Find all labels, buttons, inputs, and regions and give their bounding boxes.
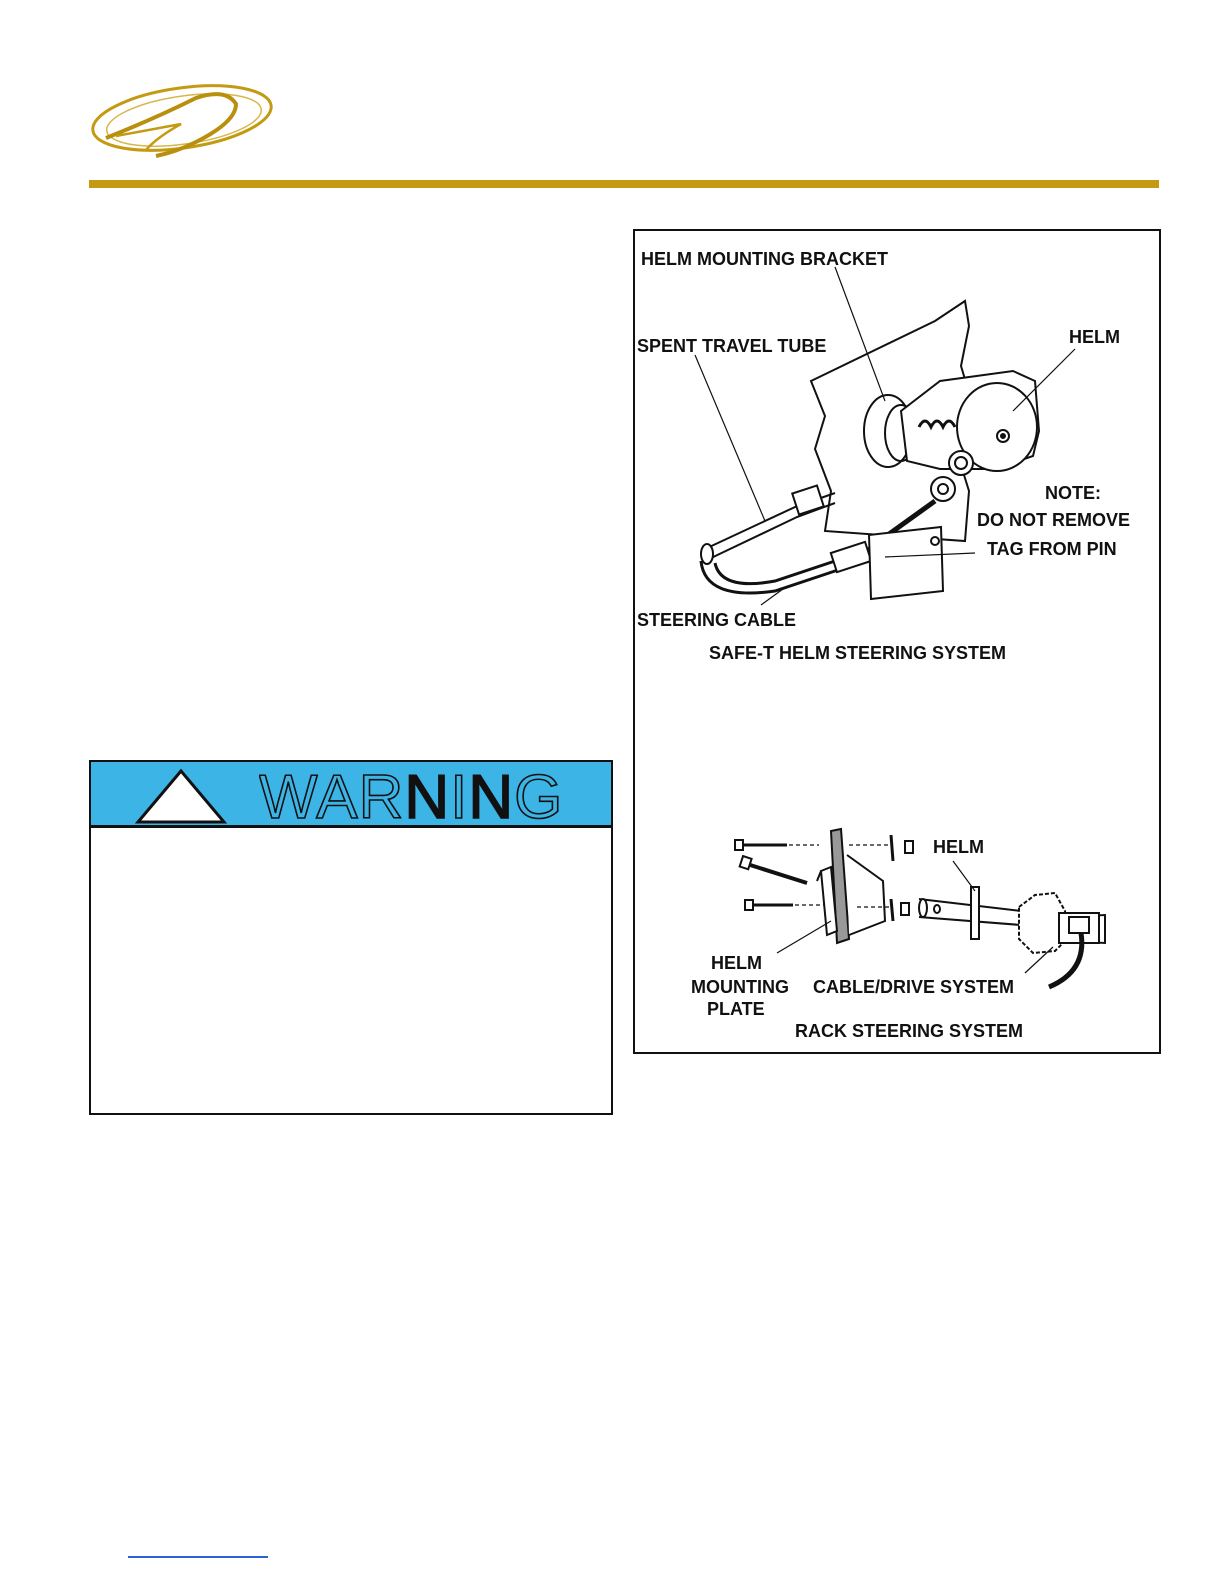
label-cable-drive-system: CABLE/DRIVE SYSTEM <box>813 977 1015 997</box>
label-helm-mounting-plate-line-1: HELM <box>711 953 762 973</box>
steering-figures <box>635 231 1159 1052</box>
warning-box <box>89 760 613 1115</box>
label-note-line-1: DO NOT REMOVE <box>977 510 1131 530</box>
warning-title-part-4: N <box>468 763 515 826</box>
brand-logo-icon <box>86 78 278 162</box>
warning-header <box>91 762 611 828</box>
warning-title-part-2: N <box>404 763 451 826</box>
warning-title-part-3: I <box>450 763 469 826</box>
label-helm-mounting-bracket: HELM MOUNTING BRACKET <box>641 249 888 269</box>
header-rule <box>89 180 1159 188</box>
warning-title-part-5: G <box>514 763 564 826</box>
svg-text:WARNING <box>259 763 563 826</box>
steering-figures-panel <box>633 229 1161 1054</box>
label-helm-mounting-plate-line-2: MOUNTING <box>691 977 789 997</box>
caption-safe-t-helm-steering-system: SAFE-T HELM STEERING SYSTEM <box>709 643 1007 663</box>
label-note-line-2: TAG FROM PIN <box>987 539 1117 559</box>
label-helm-mounting-plate-line-3: PLATE <box>707 999 765 1019</box>
label-note: NOTE: <box>1045 483 1101 503</box>
rack-steering-drawing <box>735 829 1105 987</box>
caption-rack-steering-system: RACK STEERING SYSTEM <box>795 1021 1024 1041</box>
footer-link[interactable] <box>128 1556 268 1558</box>
label-helm: HELM <box>1069 327 1120 347</box>
label-spent-travel-tube: SPENT TRAVEL TUBE <box>637 336 827 356</box>
label-rack-helm: HELM <box>933 837 984 857</box>
warning-triangle-icon <box>135 768 227 824</box>
warning-title <box>259 762 599 826</box>
label-steering-cable: STEERING CABLE <box>637 610 797 630</box>
warning-title-part-1: WAR <box>259 763 405 826</box>
